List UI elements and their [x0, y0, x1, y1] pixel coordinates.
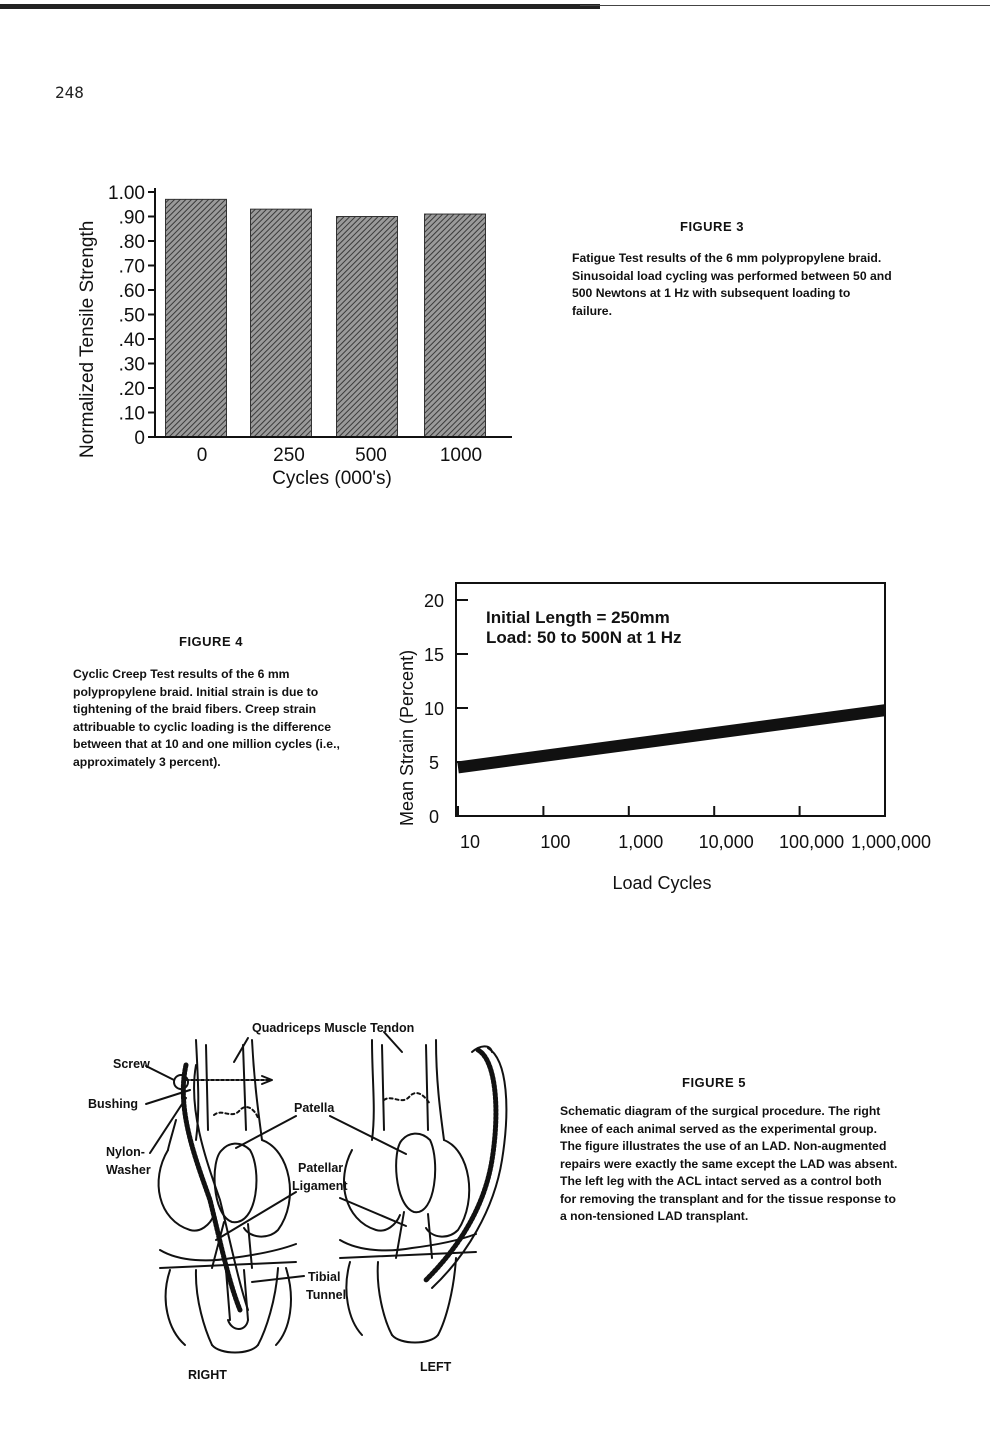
- label-ligament: Ligament: [292, 1179, 348, 1193]
- figure3-y-tick-label: .30: [118, 354, 145, 376]
- figure3-y-tick-label: .60: [118, 281, 145, 302]
- figure4-x-tick-label: 1,000,000: [850, 832, 932, 852]
- label-nylon: Nylon-: [106, 1145, 145, 1159]
- label-tunnel: Tunnel: [306, 1288, 347, 1302]
- left-knee-drawing: [340, 1040, 506, 1343]
- figure3-y-tick-label: 1.00: [108, 183, 145, 204]
- label-washer: Washer: [106, 1163, 151, 1177]
- figure4-annotation-load: Load: 50 to 500N at 1 Hz: [486, 628, 682, 647]
- figure4-annotation-length: Initial Length = 250mm: [486, 608, 670, 627]
- right-knee-drawing: [159, 1040, 296, 1353]
- figure4-x-tick-label: 100,000: [779, 832, 845, 852]
- figure3-x-tick-label: 250: [273, 445, 305, 466]
- label-screw: Screw: [113, 1057, 150, 1071]
- figure3-title: FIGURE 3: [680, 219, 744, 234]
- figure4-x-tick-label: 1,000: [618, 832, 664, 852]
- figure3-x-tick-label: 1000: [439, 445, 483, 466]
- figure4-x-tick-label: 100: [540, 832, 571, 852]
- label-quadriceps-muscle-tendon: Quadriceps Muscle Tendon: [252, 1021, 415, 1035]
- figure5-caption: Schematic diagram of the surgical procedure. The right knee of each animal served as the experimental group. The figure illustrates the use of an LAD. Non-augmented repairs were exactly the same except the LAD was absent. The left leg with the ACL intact served as a control both for removing the transplant and for the tissue response to a non-tensioned LAD transplant.: [560, 1104, 898, 1223]
- label-left: LEFT: [420, 1360, 452, 1374]
- figure4-y-tick-label: 20: [423, 591, 445, 611]
- figure3-x-axis-label: Cycles (000's): [272, 468, 392, 489]
- figure4-x-tick-label: 10,000: [698, 832, 754, 852]
- figure4-y-tick-label: 15: [423, 645, 445, 665]
- page-number: 248: [55, 83, 84, 102]
- figure4-y-tick-label: 5: [428, 753, 440, 773]
- label-right: RIGHT: [188, 1368, 227, 1382]
- figure3-y-tick-label: .50: [118, 305, 145, 327]
- label-tibial: Tibial: [308, 1270, 341, 1284]
- figure4-y-tick-label: 0: [428, 807, 440, 827]
- figure3-y-tick-label: .40: [118, 330, 145, 351]
- figure3-y-tick-label: .20: [118, 379, 145, 400]
- figure3-x-tick-label: 0: [196, 445, 208, 466]
- figure4-x-tick-label: 10: [459, 832, 481, 852]
- figure4-x-axis-label: Load Cycles: [612, 873, 712, 893]
- figure3-caption: Fatigue Test results of the 6 mm polypropylene braid. Sinusoidal load cycling was performed between 50 and 500 Newtons at 1 Hz with subsequent loading to failure.: [572, 251, 892, 318]
- figure3-y-tick-label: .70: [118, 256, 145, 278]
- label-patellar: Patellar: [298, 1161, 344, 1175]
- label-patella: Patella: [294, 1101, 335, 1115]
- figure4-y-tick-label: 10: [423, 699, 445, 719]
- figure3-y-axis-label: Normalized Tensile Strength: [77, 220, 98, 458]
- figure4-title: FIGURE 4: [179, 634, 243, 649]
- figure3-y-tick-label: .90: [118, 207, 145, 229]
- figure3-y-tick-label: .10: [118, 403, 145, 425]
- label-bushing: Bushing: [88, 1097, 138, 1111]
- figure4-caption: Cyclic Creep Test results of the 6 mm polypropylene braid. Initial strain is due to tightening of the braid fibers. Creep strain attribuable to cyclic loading is the difference between that at 10 and one million cycles (i.e., approximately 3 percent).: [73, 667, 340, 769]
- figure3-y-tick-label: .80: [118, 232, 145, 253]
- figure3-x-tick-label: 500: [355, 445, 387, 466]
- figure3-y-tick-label: 0: [134, 428, 145, 449]
- figure4-y-axis-label: Mean Strain (Percent): [397, 649, 417, 826]
- figure5-title: FIGURE 5: [682, 1075, 746, 1090]
